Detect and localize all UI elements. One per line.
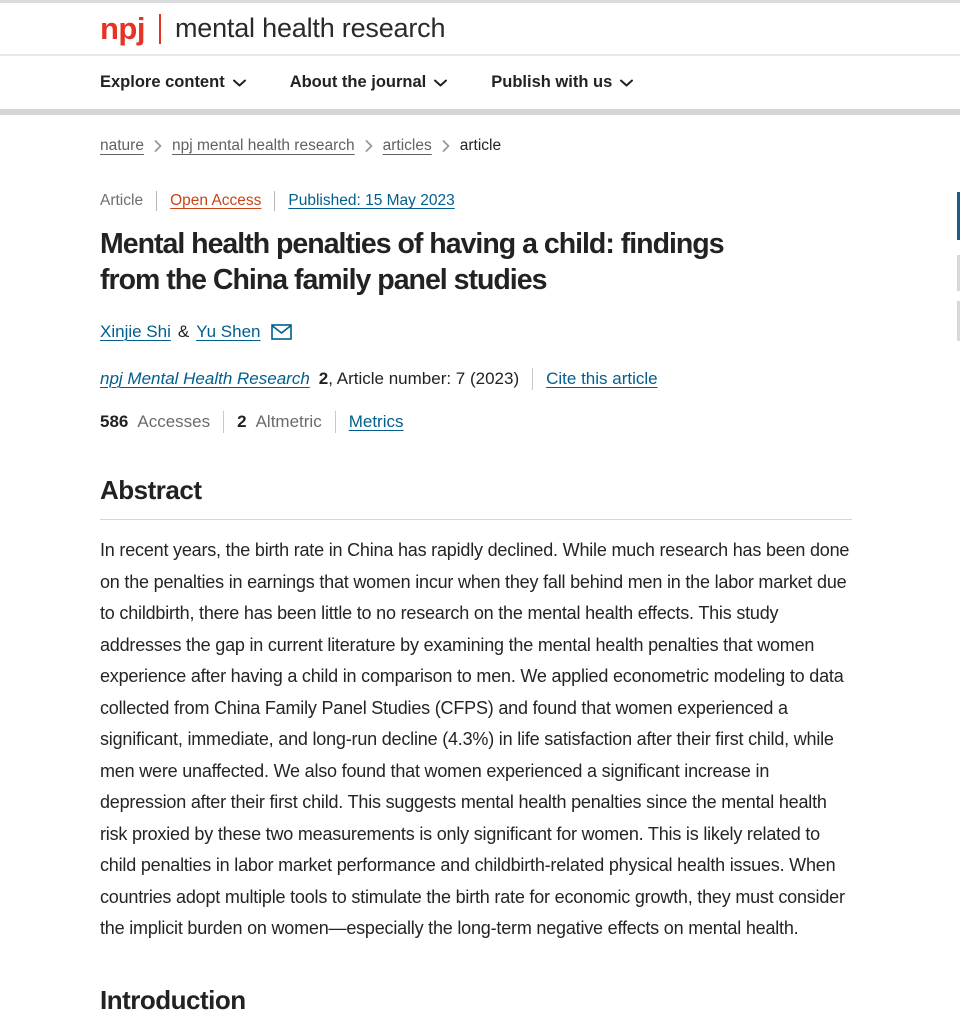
article-title	[100, 226, 852, 298]
nav-about-journal[interactable]	[290, 73, 448, 92]
author-link-yu-shen[interactable]: Yu Shen	[196, 322, 261, 341]
breadcrumb-link-journal[interactable]: npj mental health research	[171, 137, 355, 154]
breadcrumb-link-nature[interactable]: nature	[100, 137, 144, 154]
nav-about-journal-label: About the journal	[289, 73, 427, 91]
altmetric-count: 2	[237, 412, 247, 431]
accesses-count: 586	[100, 412, 129, 431]
authors-row	[100, 322, 852, 342]
article-title-line2: from the China family panel studies	[100, 264, 547, 296]
nav-divider-band	[0, 109, 960, 115]
breadcrumb-link-articles[interactable]: articles	[382, 137, 432, 154]
altmetric-label: Altmetric	[255, 412, 322, 431]
nav-publish-with-us[interactable]	[491, 73, 633, 92]
abstract-section	[100, 475, 852, 945]
main-nav	[0, 56, 960, 109]
abstract-divider	[100, 519, 852, 520]
chevron-down-icon	[434, 73, 447, 92]
journal-name-text: mental health research	[175, 13, 446, 43]
chevron-right-icon	[154, 140, 162, 152]
nav-explore-content[interactable]	[100, 73, 246, 92]
site-header	[0, 3, 960, 56]
authors-ampersand: &	[177, 322, 190, 341]
journal-logo[interactable]	[100, 13, 445, 44]
published-date-link[interactable]: Published: 15 May 2023	[288, 192, 455, 209]
author-link-xinjie-shi[interactable]: Xinjie Shi	[100, 322, 171, 341]
npj-logo-text: npj	[100, 11, 145, 46]
chevron-right-icon	[442, 140, 450, 152]
nav-publish-with-us-label: Publish with us	[491, 73, 613, 91]
article-meta-row	[100, 191, 852, 211]
metrics-link[interactable]: Metrics	[348, 412, 404, 431]
nav-explore-content-label: Explore content	[100, 73, 225, 91]
email-icon[interactable]	[271, 324, 292, 340]
abstract-heading: Abstract	[100, 475, 202, 505]
volume-number: 2	[318, 369, 329, 388]
article-main	[100, 191, 852, 1016]
metrics-separator	[335, 411, 336, 433]
meta-separator	[156, 191, 157, 211]
citation-row	[100, 368, 852, 390]
cite-this-article-link[interactable]: Cite this article	[546, 369, 658, 388]
journal-citation-link[interactable]: npj Mental Health Research	[100, 369, 310, 388]
breadcrumb-current: article	[459, 137, 502, 154]
open-access-link[interactable]: Open Access	[170, 192, 262, 209]
accesses-label: Accesses	[137, 412, 211, 431]
metrics-row	[100, 411, 852, 433]
breadcrumb	[100, 137, 960, 155]
introduction-section	[100, 985, 852, 1016]
chevron-right-icon	[365, 140, 373, 152]
citation-separator	[532, 368, 533, 390]
chevron-down-icon	[620, 73, 633, 92]
metrics-separator	[223, 411, 224, 433]
article-title-line1: Mental health penalties of having a child: findings	[100, 228, 724, 260]
article-type-label: Article	[100, 192, 144, 209]
abstract-text: In recent years, the birth rate in China has rapidly declined. While much research has been done on the penalties in earnings that women incur when they fall behind men in the labor market due to childbirth, there has been little to no research on the mental health effects. This study addresses the gap in current literature by examining the mental health penalties that women experience after having a child in comparison to men. We applied econometric modeling to data collected from China Family Panel Studies (CFPS) and found that women experienced a significant, immediate, and long-run decline (4.3%) in life satisfaction after their first child, while men were unaffected. We also found that women experienced a significant increase in depression after their first child. This suggests mental health penalties since the mental health risk proxied by these two measurements is only significant for women. This is likely related to child penalties in labor market performance and childbirth-related physical health issues. When countries adopt multiple tools to stimulate the birth rate for economic growth, they must consider the implicit burden on women—especially the long-term negative effects on mental health.	[100, 540, 850, 938]
logo-divider	[159, 14, 161, 44]
introduction-heading: Introduction	[100, 984, 246, 1015]
chevron-down-icon	[233, 73, 246, 92]
meta-separator	[274, 191, 275, 211]
article-number-text: , Article number: 7 (2023)	[328, 369, 520, 388]
